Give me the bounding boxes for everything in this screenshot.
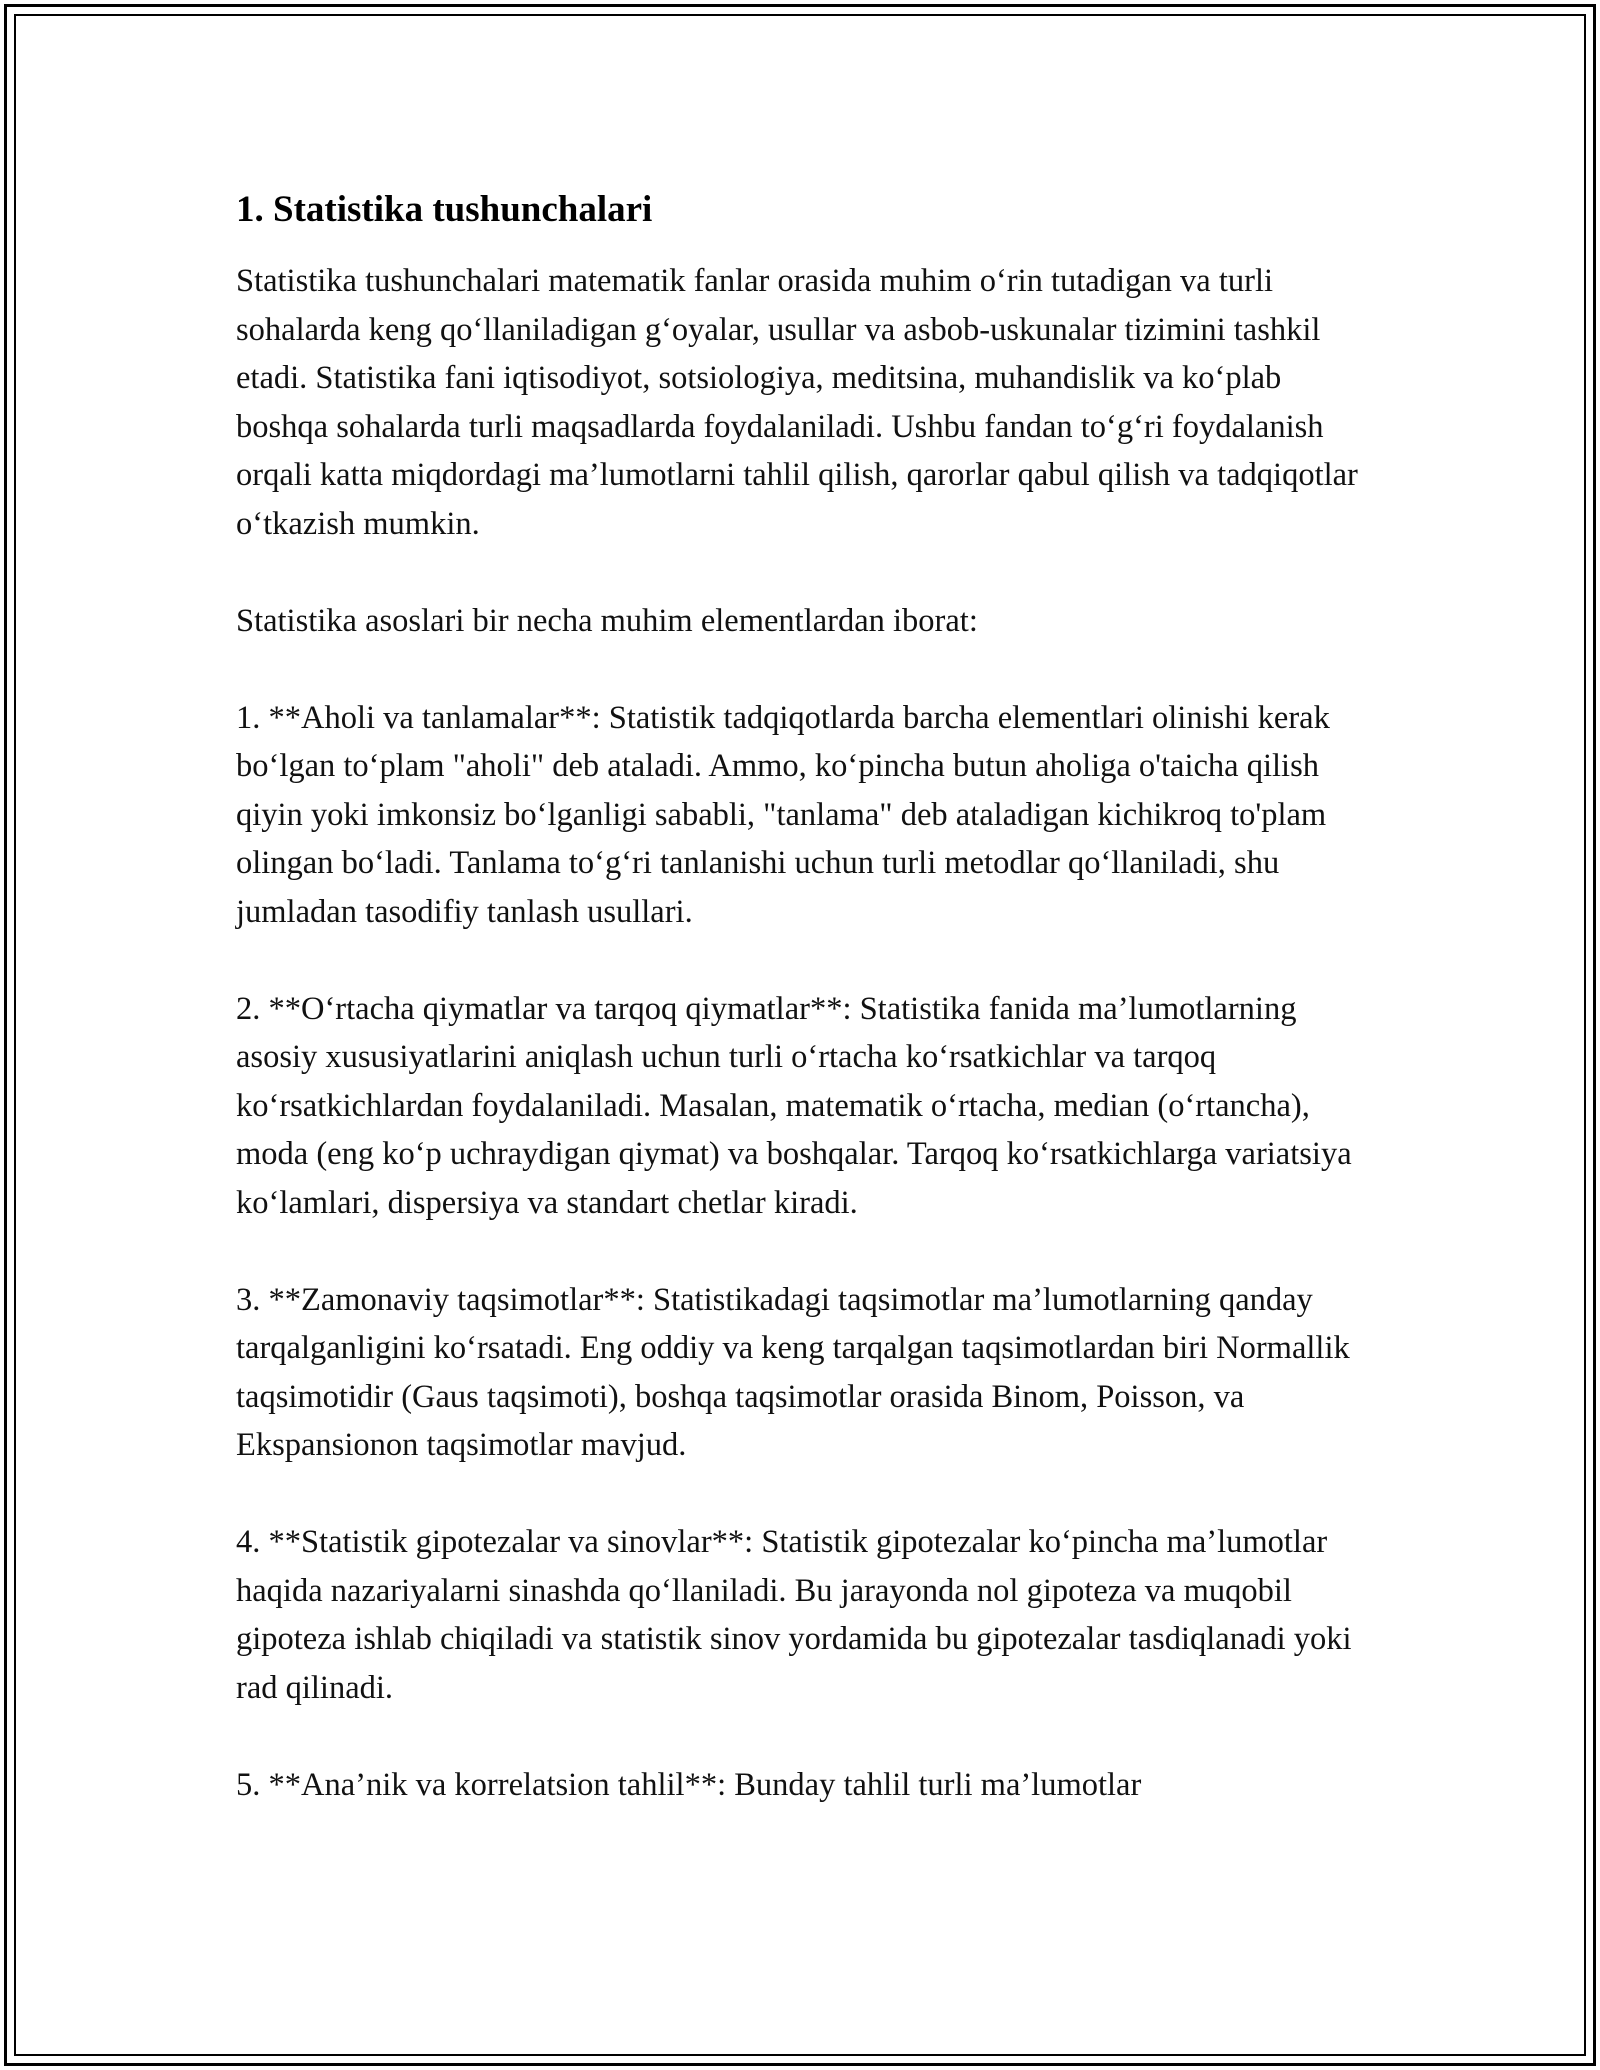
list-item-population-samples: 1. **Aholi va tanlamalar**: Statistik tadqiqotlarda barcha elementlari olinishi kerak bo‘lgan to‘plam "aholi" deb ataladi. Ammo, ko‘pincha butun aholiga o'taicha qilish qiyin yoki imkonsiz bo‘lganligi sababli, "tanlama" deb ataladigan kichikroq to'plam olingan bo‘ladi. Tanlama to‘g‘ri tanlanishi uchun turli metodlar qo‘llaniladi, shu jumladan tasodifiy tanlash usullari. [236, 699, 1330, 930]
document-body [236, 185, 1366, 1858]
elements-intro-paragraph: Statistika asoslari bir necha muhim elementlardan iborat: [236, 602, 978, 639]
list-item-hypotheses: 4. **Statistik gipotezalar va sinovlar**: Statistik gipotezalar ko‘pincha ma’lumotlar haqida nazariyalarni sinashda qo‘llaniladi. Bu jarayonda nol gipoteza va muqobil gipoteza ishlab chiqiladi va statistik sinov yordamida bu gipotezalar tasdiqlanadi yoki rad qilinadi. [236, 1524, 1352, 1706]
list-item-correlation-analysis: 5. **Ana’nik va korrelatsion tahlil**: Bunday tahlil turli ma’lumotlar [236, 1766, 1142, 1803]
list-item-distributions: 3. **Zamonaviy taqsimotlar**: Statistikadagi taqsimotlar ma’lumotlarning qanday tarqalganligini ko‘rsatadi. Eng oddiy va keng tarqalgan taqsimotlardan biri Normallik taqsimotidir (Gaus taqsimoti), boshqa taqsimotlar orasida Binom, Poisson, va Ekspansionon taqsimotlar mavjud. [236, 1281, 1350, 1463]
intro-paragraph: Statistika tushunchalari matematik fanlar orasida muhim o‘rin tutadigan va turli sohalarda keng qo‘llaniladigan g‘oyalar, usullar va asbob-uskunalar tizimini tashkil etadi. Statistika fani iqtisodiyot, sotsiologiya, meditsina, muhandislik va ko‘plab boshqa sohalarda turli maqsadlarda foydalaniladi. Ushbu fandan to‘g‘ri foydalanish orqali katta miqdordagi ma’lumotlarni tahlil qilish, qarorlar qabul qilish va tadqiqotlar o‘tkazish mumkin. [236, 263, 1358, 542]
document-title: 1. Statistika tushunchalari [236, 189, 653, 230]
list-item-averages-dispersion: 2. **O‘rtacha qiymatlar va tarqoq qiymatlar**: Statistika fanida ma’lumotlarning asosiy xususiyatlarini aniqlash uchun turli o‘rtacha ko‘rsatkichlar va tarqoq ko‘rsatkichlardan foydalaniladi. Masalan, matematik o‘rtacha, median (o‘rtancha), moda (eng ko‘p uchraydigan qiymat) va boshqalar. Tarqoq ko‘rsatkichlarga variatsiya ko‘lamlari, dispersiya va standart chetlar kiradi. [236, 990, 1352, 1221]
